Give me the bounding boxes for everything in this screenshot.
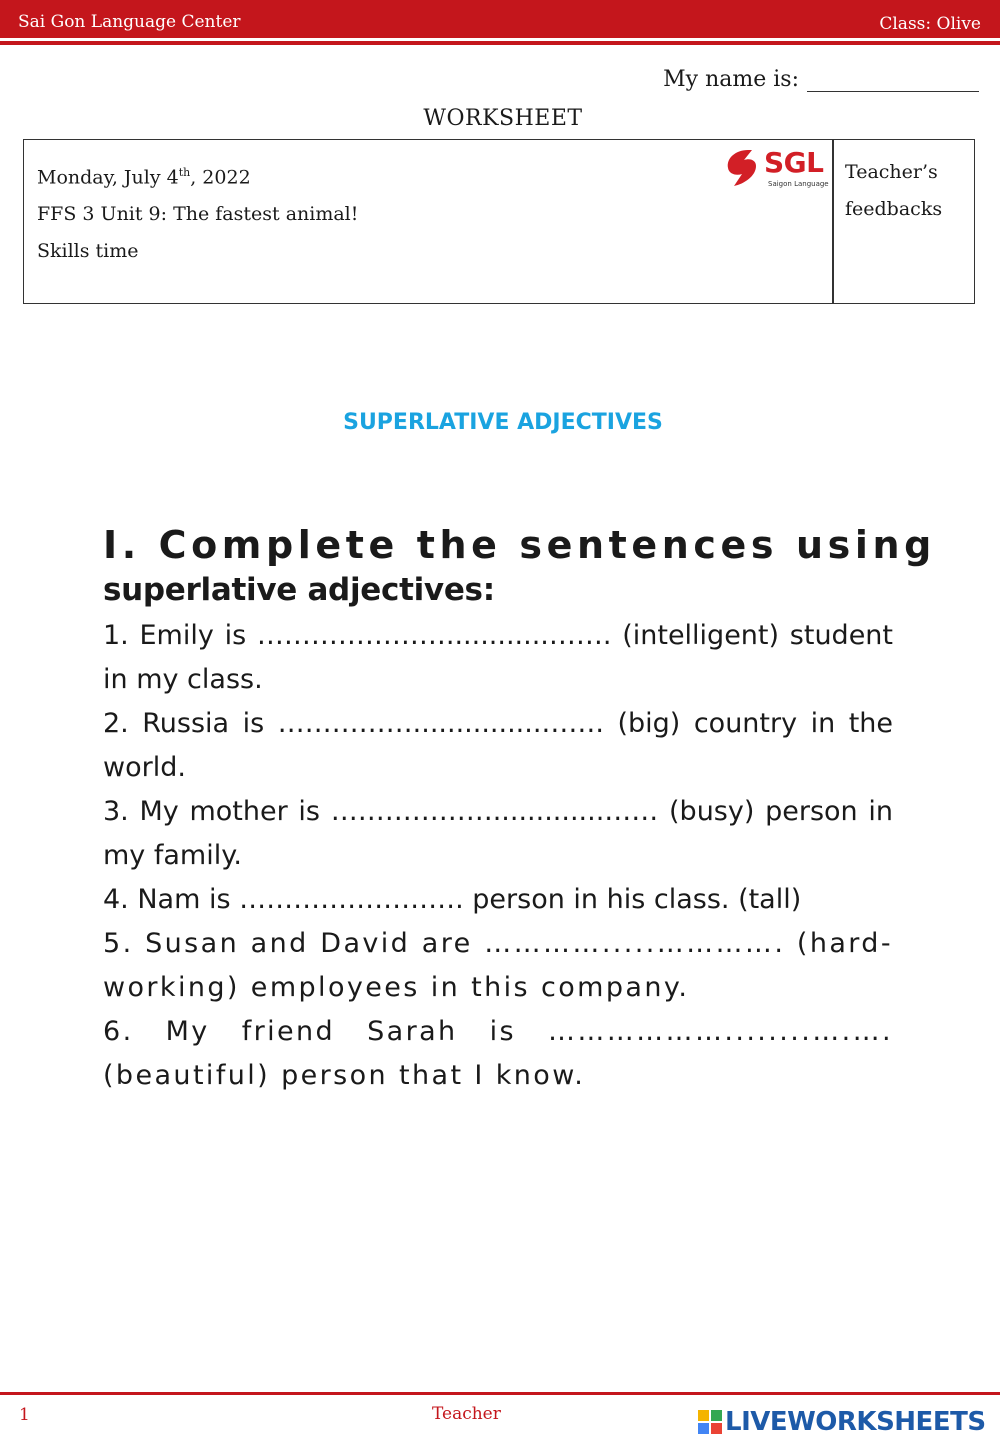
page-header bbox=[0, 0, 1000, 38]
sgl-logo bbox=[722, 146, 830, 192]
liveworksheets-text: LIVEWORKSHEETS bbox=[725, 1407, 986, 1437]
section-title: SUPERLATIVE ADJECTIVES bbox=[343, 410, 663, 435]
logo-brand: SGL bbox=[764, 146, 824, 179]
exercise-heading-line1: I. Complete the sentences using bbox=[103, 523, 936, 567]
info-box bbox=[23, 139, 975, 304]
exercise-item-6[interactable]: 6. My friend Sarah is ………………........….…. (beautiful) person that I know. bbox=[103, 1016, 893, 1091]
logo-subtitle: Saigon Language bbox=[768, 180, 829, 188]
liveworksheets-brand[interactable] bbox=[697, 1407, 986, 1437]
lesson-date: Monday, July 4th, 2022 bbox=[37, 166, 251, 189]
exercise-item-2[interactable]: 2. Russia is ……………...............……. (big) country in the world. bbox=[103, 708, 893, 783]
feedback-label-line1: Teacher’s bbox=[845, 161, 938, 183]
liveworksheets-logo-icon bbox=[697, 1409, 723, 1435]
worksheet-title: WORKSHEET bbox=[423, 106, 583, 131]
teacher-feedback bbox=[845, 154, 942, 228]
class-label: Class: Olive bbox=[879, 14, 981, 34]
exercise-item-1[interactable]: 1. Emily is …………………............……. (intelligent) student in my class. bbox=[103, 620, 893, 695]
lesson-info bbox=[37, 154, 358, 270]
feedback-label-line2: feedbacks bbox=[845, 198, 943, 220]
header-rule bbox=[0, 41, 1000, 45]
sgl-swirl-icon bbox=[722, 146, 764, 192]
info-divider bbox=[832, 140, 834, 303]
name-label: My name is: bbox=[663, 67, 799, 92]
lesson-unit: FFS 3 Unit 9: The fastest animal! bbox=[37, 203, 359, 226]
exercise-item-5[interactable]: 5. Susan and David are ………….....…………. (hard-working) employees in this company. bbox=[103, 928, 893, 1003]
name-field-row bbox=[663, 64, 979, 92]
footer-rule bbox=[0, 1392, 1000, 1395]
lesson-skills: Skills time bbox=[37, 240, 139, 263]
center-name: Sai Gon Language Center bbox=[18, 12, 241, 32]
exercise-items bbox=[103, 614, 893, 1098]
page-number: 1 bbox=[19, 1405, 30, 1425]
exercise-item-3[interactable]: 3. My mother is ……………….............…… (busy) person in my family. bbox=[103, 796, 893, 871]
exercise-item-4[interactable]: 4. Nam is ……………………. person in his class. (tall) bbox=[103, 884, 802, 915]
exercise-section bbox=[103, 520, 936, 1098]
name-input-blank[interactable] bbox=[807, 64, 979, 92]
exercise-heading-line2: superlative adjectives: bbox=[103, 572, 495, 608]
footer-teacher-label: Teacher bbox=[432, 1404, 501, 1424]
